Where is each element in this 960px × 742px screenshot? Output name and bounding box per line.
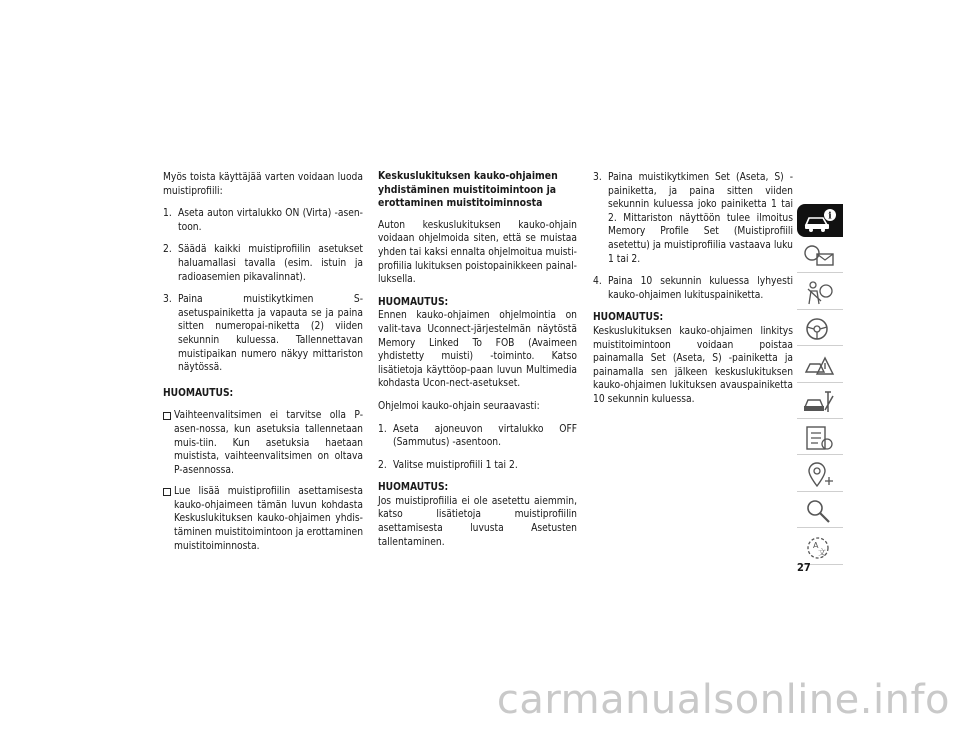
step-text: Paina 10 sekunnin kuluessa lyhyesti kauko-ohjaimen lukituspainiketta. [608, 276, 793, 301]
list-item [163, 243, 363, 284]
checkbox-bullet-icon [163, 409, 174, 477]
tab-index[interactable] [797, 494, 843, 528]
list-item [593, 171, 793, 266]
step-number: 3. [593, 172, 602, 183]
step-text: Aseta ajoneuvon virtalukko OFF (Sammutus) -asentoon. [393, 423, 577, 449]
step-text: Aseta auton virtalukko ON (Virta) -asen-toon. [178, 208, 363, 233]
page-number: 27 [797, 561, 811, 574]
intro-paragraph: Myös toista käyttäjää varten voidaan luoda muistiprofiili: [163, 172, 363, 197]
language-icon [803, 534, 837, 562]
step-number: 2. [378, 459, 387, 471]
svg-text:i: i [828, 211, 832, 222]
heading-line: erottaminen muistitoiminnosta [378, 197, 543, 210]
note-title: HUOMAUTUS: [163, 387, 234, 399]
car-service-icon [803, 388, 837, 416]
watermark: carmanualsonline.info [496, 677, 950, 723]
column-right [593, 171, 793, 416]
tab-messages[interactable] [797, 239, 843, 273]
list-item [378, 423, 577, 450]
steering-wheel-icon [803, 315, 837, 343]
bullet-text: Lue lisää muistiprofiilin asettamisesta kauko-ohjaimeen tämän luvun kohdasta Keskuslukituksen kauko-ohjaimen yhdis-täminen muistitoimintoon ja erottaminen muistitoiminnosta. [174, 486, 364, 552]
step-text: Paina muistikytkimen Set (Aseta, S) -painiketta, ja paina sitten viiden sekunnin kuluessa joko painiketta 1 tai 2. Mittariston näyttöön tulee ilmoitus Memory Profile Set (Muistiprofiili asetettu) ja muistiprofiilia vastaava luku 1 tai 2. [608, 172, 793, 265]
heading-line: yhdistäminen muistitoimintoon ja [378, 183, 557, 196]
tab-vehicle-info[interactable] [797, 204, 843, 237]
section-heading [378, 170, 577, 211]
bullet-text: Vaihteenvalitsimen ei tarvitse olla P-asen-nossa, kun asetuksia tallennetaan muis-tiin. Kun asetuksia haetaan muistista, vaihteenvalitsimen on oltava P-asennossa. [174, 410, 363, 476]
note-title: HUOMAUTUS: [378, 296, 449, 308]
note-title: HUOMAUTUS: [378, 482, 449, 494]
note-text: Ennen kauko-ohjaimen ohjelmointia on valit-tava Uconnect-järjestelmän näytöstä Memory Linked To FOB (Avaimeen yhdistetty muisti) -toiminto. Katso lisätietoja käyttöop-paan luvun Multimedia kohdasta Ucon-nect-asetukset. [378, 310, 577, 390]
step-number: 1. [163, 208, 172, 220]
list-item [593, 275, 793, 302]
column-left [163, 171, 363, 561]
tab-service[interactable] [797, 385, 843, 419]
airbag-safety-icon [803, 279, 837, 307]
note-text: Jos muistiprofiilia ei ole asetettu aiemmin, katso lisätietoja muistiprofiilin asettamisesta luvusta Asetusten tallentaminen. [378, 495, 577, 548]
footer [0, 677, 960, 742]
bullet-item [163, 485, 363, 553]
tab-specifications[interactable] [797, 421, 843, 455]
note-block [593, 311, 793, 406]
crash-warning-icon [803, 352, 837, 380]
map-pin-icon [803, 461, 837, 489]
tab-driving[interactable] [797, 312, 843, 346]
tab-multimedia[interactable] [797, 458, 843, 492]
tab-emergency[interactable] [797, 349, 843, 383]
note-text: Keskuslukituksen kauko-ohjaimen linkitys muistitoimintoon voidaan poistaa painamalla Set (Aseta, S) -painiketta ja painamalla sen jälkeen keskuslukituksen kauko-ohjaimen lukituksen avauspainiketta 10 sekunnin kuluessa. [593, 325, 793, 405]
note-title: HUOMAUTUS: [593, 312, 664, 324]
checklist-icon [803, 424, 837, 452]
paragraph: Ohjelmoi kauko-ohjain seuraavasti: [378, 400, 540, 412]
step-number: 4. [593, 276, 602, 288]
step-text: Valitse muistiprofiili 1 tai 2. [393, 459, 518, 471]
step-text: Säädä kaikki muistiprofiilin asetukset haluamallasi tavalla (esim. istuin ja radioasemien pikavalinnat). [178, 244, 363, 283]
chapter-tabs [797, 204, 843, 567]
step-number: 1. [378, 423, 387, 435]
list-item [378, 459, 577, 473]
step-number: 3. [163, 294, 172, 306]
bullet-item [163, 409, 363, 477]
note-block [378, 296, 577, 391]
search-icon [803, 497, 837, 525]
note-block [378, 481, 577, 549]
tab-languages[interactable] [797, 531, 843, 565]
column-middle [378, 170, 577, 558]
svg-text:文: 文 [818, 547, 826, 557]
car-info-icon [803, 207, 837, 233]
list-item [163, 293, 363, 375]
paragraph: Auton keskuslukituksen kauko-ohjain voidaan ohjelmoida siten, että se muistaa yhden tai kaksi ennalta ohjelmoitua muisti-profiilia lukituksen poistopainikkeen painal-luksella. [378, 219, 577, 286]
checkbox-bullet-icon [163, 485, 174, 553]
messages-icon [803, 242, 837, 270]
step-number: 2. [163, 244, 172, 256]
heading-line: Keskuslukituksen kauko-ohjaimen [378, 170, 558, 182]
svg-text:A: A [813, 540, 819, 550]
step-text: Paina muistikytkimen S-asetuspainiketta ja vapauta se ja paina sitten numeropai-niketta (2) viiden sekunnin kuluessa. Tallennettavan muistipaikan numero näkyy mittariston näytössä. [178, 294, 363, 374]
tab-safety[interactable] [797, 276, 843, 310]
list-item [163, 207, 363, 234]
